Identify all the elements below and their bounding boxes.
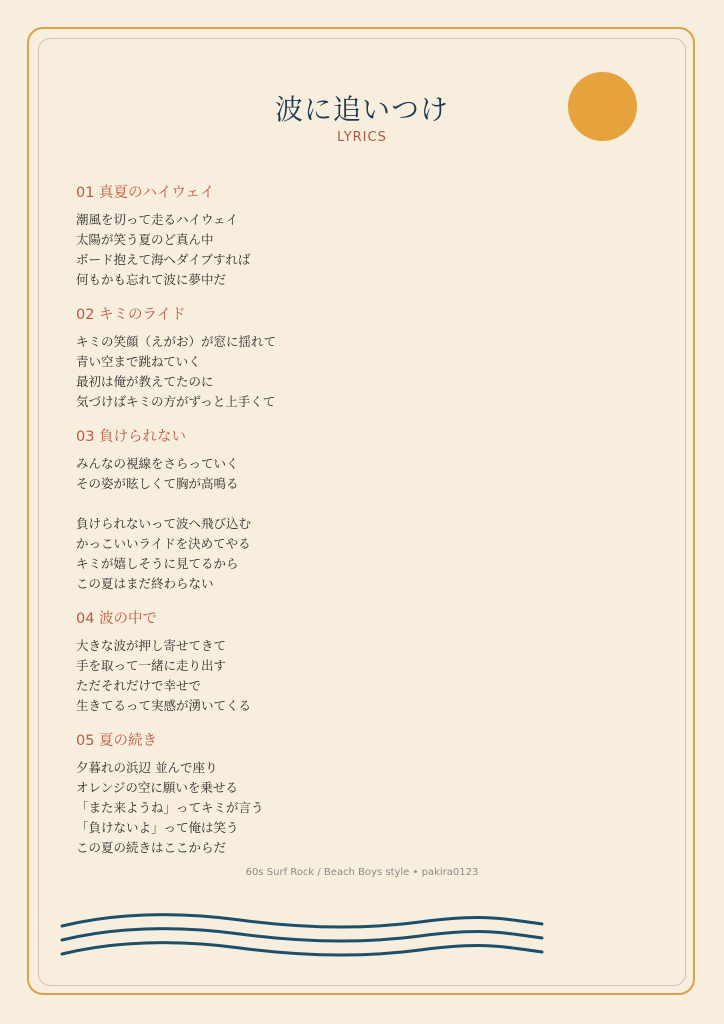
lyric-line: キミが嬉しそうに見てるから <box>76 556 239 571</box>
lyric-line: 潮風を切って走るハイウェイ <box>76 212 239 227</box>
lyric-line: 何もかも忘れて波に夢中だ <box>76 272 227 287</box>
lyric-line: キミの笑顔（えがお）が窓に揺れて <box>76 334 277 349</box>
song-section <box>76 426 636 594</box>
lyric-line: ただそれだけで幸せで <box>76 678 202 693</box>
lyric-line: 最初は俺が教えてたのに <box>76 374 214 389</box>
song-section <box>76 730 636 858</box>
lyric-line: この夏の続きはここからだ <box>76 840 227 855</box>
song-heading: 02 キミのライド <box>76 307 186 323</box>
lyric-line: みんなの視線をさらっていく <box>76 456 239 471</box>
song-section <box>76 304 636 412</box>
waves-icon <box>60 912 544 958</box>
lyric-line: 負けられないって波へ飛び込む <box>76 516 252 531</box>
song-list <box>76 182 636 872</box>
credit-line: 60s Surf Rock / Beach Boys style • pakira0123 <box>245 867 479 878</box>
lyric-line: その姿が眩しくて胸が高鳴る <box>76 476 239 491</box>
lyric-line: 気づけばキミの方がずっと上手くて <box>76 394 276 409</box>
lyric-line: オレンジの空に願いを乗せる <box>76 780 238 795</box>
lyric-line: 「また来ようね」ってキミが言う <box>76 800 264 815</box>
song-heading: 05 夏の続き <box>76 733 158 749</box>
song-heading: 03 負けられない <box>76 429 187 445</box>
lyric-line: 生きてるって実感が湧いてくる <box>76 698 252 713</box>
song-section <box>76 182 636 290</box>
song-heading: 04 波の中で <box>76 611 158 627</box>
lyric-line: かっこいいライドを決めてやる <box>76 536 251 551</box>
page-title: 波に追いつけ <box>274 93 449 126</box>
lyric-line: 手を取って一緒に走り出す <box>76 658 227 673</box>
lyric-line: 大きな波が押し寄せてきて <box>76 638 227 653</box>
song-section <box>76 608 636 716</box>
lyric-line: 太陽が笑う夏のど真ん中 <box>76 232 214 247</box>
song-heading: 01 真夏のハイウェイ <box>76 185 215 201</box>
stanza-gap <box>76 494 636 514</box>
lyric-line: 夕暮れの浜辺 並んで座り <box>76 760 218 775</box>
lyric-line: ボード抱えて海へダイブすれば <box>76 252 251 267</box>
lyric-line: 青い空まで跳ねていく <box>76 354 201 369</box>
lyric-line: この夏はまだ終わらない <box>76 576 214 591</box>
lyric-line: 「負けないよ」って俺は笑う <box>76 820 239 835</box>
page-subtitle: LYRICS <box>337 130 387 145</box>
